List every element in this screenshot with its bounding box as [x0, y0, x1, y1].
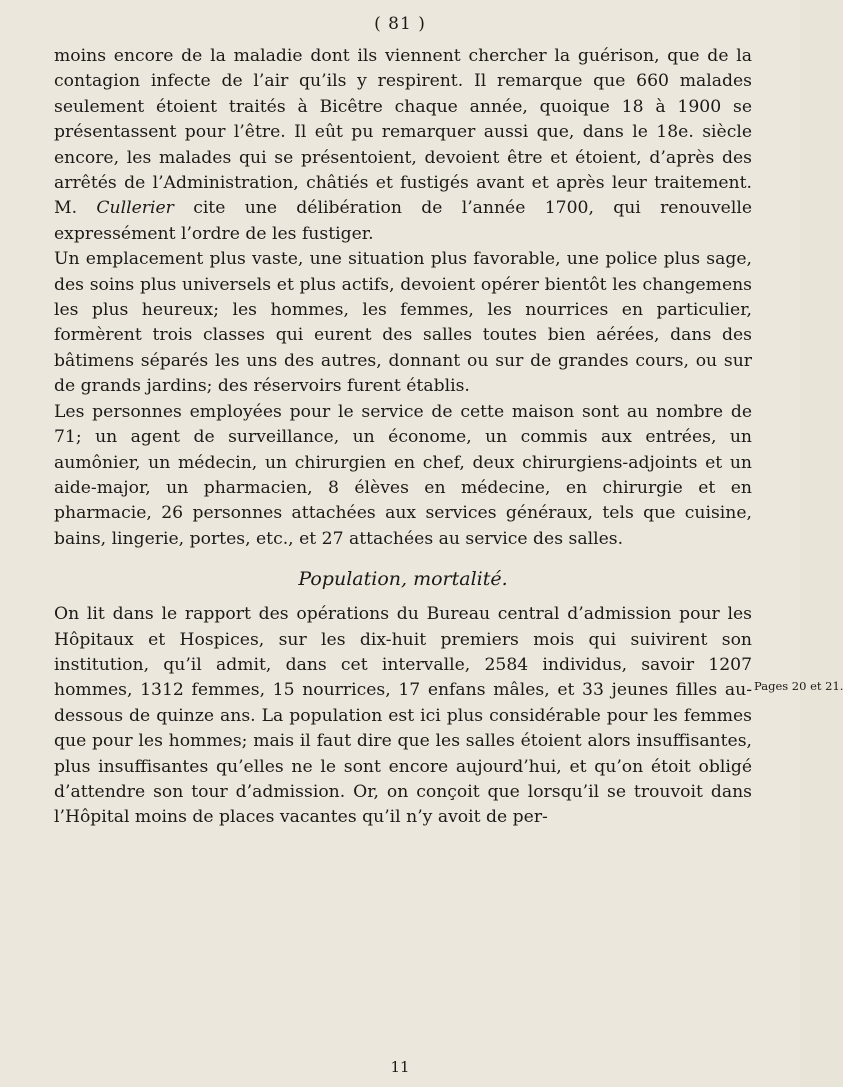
section-heading: Population, mortalité. — [298, 568, 508, 591]
paragraph-3: Les personnes employées pour le service de cette maison sont au nombre de 71; un agent de surveillance, un économe, un commis aux entrées, un aumônier, un médecin, un chirurgien en chef, deux chirurgiens-adjoints et un aide-major, un pharmacien, 8 élèves en médecine, en chirurgie et en pharmacie, 26 personnes attachées aux services généraux, tels que cuisine, bains, lingerie, portes, etc., et 27 attachées au service des salles. — [54, 401, 752, 549]
paragraph-1 — [54, 44, 752, 247]
author-name: Cullerier — [96, 198, 174, 219]
paragraph-4: On lit dans le rapport des opérations du Bureau central d’admission pour les Hôpitaux et Hospices, sur les dix-huit premiers mois qui suivirent son institution, qu’il admit, dans cet intervalle, 2584 individus, savoir 1207 hommes, 1312 femmes, 15 nourrices, 17 enfans mâles, et 33 jeunes filles au-dessous de quinze ans. La population est ici plus considérable pour les femmes que pour les hommes; mais il faut dire que les salles étoient alors insuffisantes, plus insuffisantes qu’elles ne le sont encore aujourd’hui, et qu’on étoit obligé d’attendre son tour d’admission. Or, on conçoit que lorsqu’il se trouvoit dans l’Hôpital moins de places vacantes qu’il n’y avoit de per- — [54, 604, 752, 828]
page-number: ( 81 ) — [374, 14, 426, 34]
paragraph-1-text: moins encore de la maladie dont ils viennent chercher la guérison, que de la contagion infecte de l’air qu’ils y respirent. Il remarque que 660 malades seulement étoient traités à Bicêtre chaque année, quoique 18 à 1900 se présentassent pour l’être. Il eût pu remarquer aussi que, dans le 18e. siècle encore, les malades qui se présentoient, devoient être et étoient, d’après des arrêtés de l’Administration, châtiés et fustigés avant et après leur traitement. M. — [54, 46, 752, 219]
paragraph-2: Un emplacement plus vaste, une situation plus favorable, une police plus sage, des soins plus universels et plus actifs, devoient opérer bientôt les changemens les plus heureux; les hommes, les femmes, les nourrices en particulier, formèrent trois classes qui eurent des salles toutes bien aérées, dans des bâtimens séparés les uns des autres, donnant ou sur de grandes cours, ou sur de grands jardins; des réservoirs furent établis. — [54, 249, 752, 397]
body-text — [54, 44, 752, 831]
margin-note: Pages 20 et 21. — [754, 679, 843, 693]
paragraph-1-end: cite une délibération de l’année 1700, qui renouvelle expressément l’ordre de les fustiger. — [54, 198, 752, 244]
signature-mark: 11 — [390, 1058, 410, 1076]
